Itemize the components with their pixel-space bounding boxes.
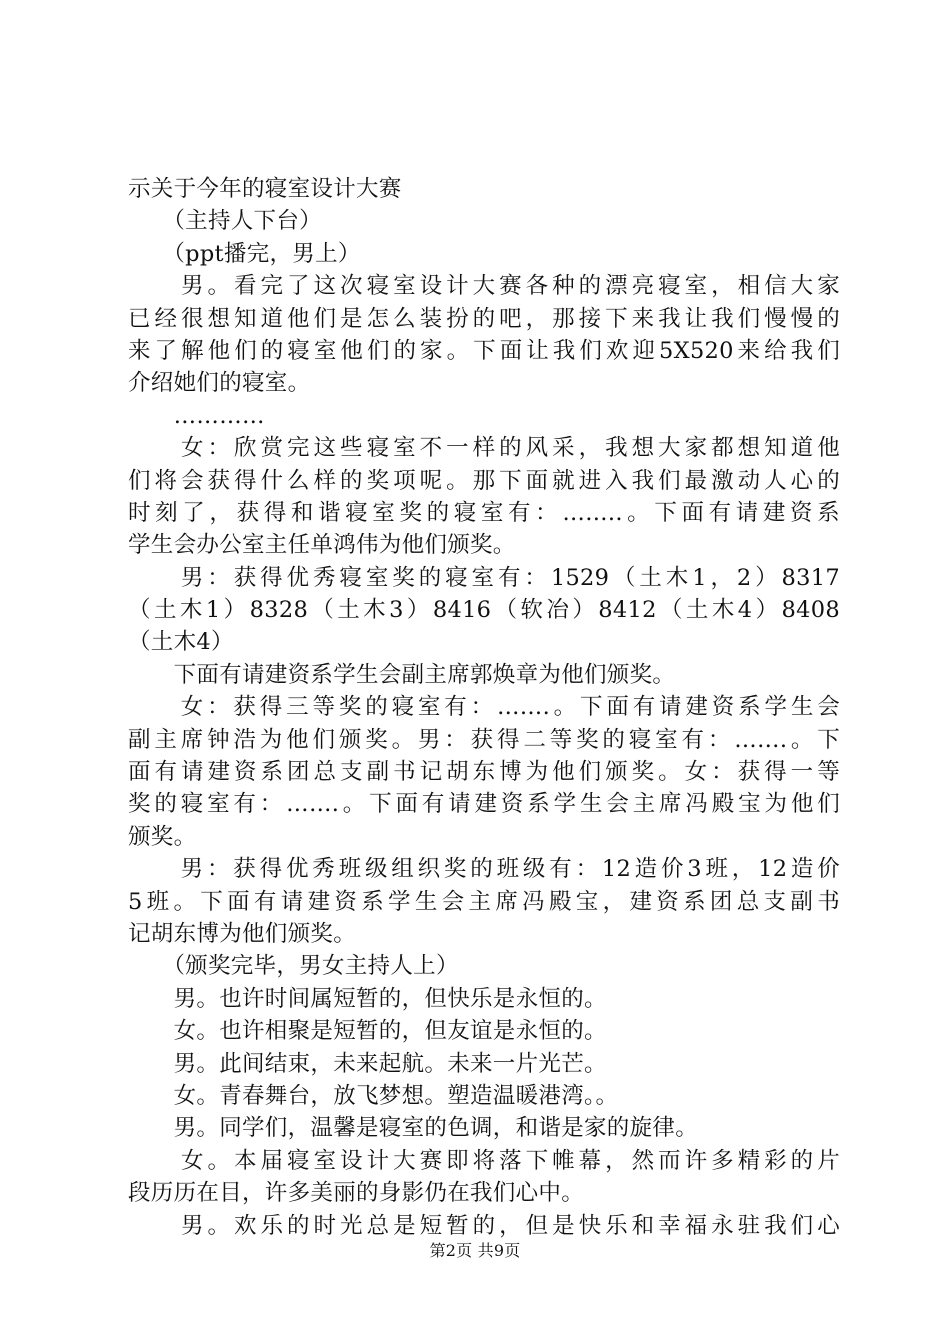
text-line: 学生会办公室主任单鸿伟为他们颁奖。	[128, 532, 516, 559]
page-number-footer: 第2页 共9页	[429, 1241, 521, 1260]
text-line: 男。此间结束，未来起航。未来一片光芒。	[128, 1050, 607, 1077]
text-line: 女：欣赏完这些寝室不一样的风采，我想大家都想知道他	[128, 435, 840, 462]
text-line: 段历历在目，许多美丽的身影仍在我们心中。	[128, 1180, 585, 1207]
text-line: 时刻了，获得和谐寝室奖的寝室有：……..。下面有请建资系	[128, 499, 840, 526]
text-line: 介绍她们的寝室。	[128, 370, 311, 397]
text-line: 颁奖。	[128, 823, 197, 850]
text-line: 女。本届寝室设计大赛即将落下帷幕，然而许多精彩的片	[128, 1147, 840, 1174]
text-line: 来了解他们的寝室他们的家。下面让我们欢迎5X520来给我们	[128, 337, 840, 364]
text-line: 男。看完了这次寝室设计大赛各种的漂亮寝室，相信大家	[128, 273, 840, 300]
text-line: 下面有请建资系学生会副主席郭焕章为他们颁奖。	[128, 661, 676, 688]
text-line: 女。也许相聚是短暂的，但友谊是永恒的。	[128, 1018, 607, 1045]
text-line: （颁奖完毕，男女主持人上）	[128, 953, 459, 980]
document-body	[128, 173, 840, 1242]
text-line: 男：获得优秀班级组织奖的班级有：12造价3班，12造价	[128, 856, 840, 883]
text-line: 5班。下面有请建资系学生会主席冯殿宝，建资系团总支副书	[128, 888, 840, 915]
text-line: 们将会获得什么样的奖项呢。那下面就进入我们最激动人心的	[128, 467, 840, 494]
text-line: 示关于今年的寝室设计大赛	[128, 176, 402, 202]
text-line: （主持人下台）	[128, 208, 322, 235]
text-line: 面有请建资系团总支副书记胡东博为他们颁奖。女：获得一等	[128, 759, 840, 786]
text-line: （土木1）8328（土木3）8416（软冶）8412（土木4）8408	[128, 597, 840, 624]
text-line: …………	[128, 402, 265, 429]
text-line: 记胡东博为他们颁奖。	[128, 920, 357, 947]
text-line: 男：获得优秀寝室奖的寝室有：1529（土木1，2）8317	[128, 564, 840, 591]
text-line: 男。同学们，温馨是寝室的色调，和谐是家的旋律。	[128, 1115, 699, 1142]
text-line: （土木4）	[128, 629, 234, 656]
text-line: 已经很想知道他们是怎么装扮的吧，那接下来我让我们慢慢的	[128, 305, 840, 332]
text-line: 副主席钟浩为他们颁奖。男：获得二等奖的寝室有：…….。下	[128, 726, 840, 753]
text-line: 男。也许时间属短暂的，但快乐是永恒的。	[128, 985, 607, 1012]
text-line: 奖的寝室有：…….。下面有请建资系学生会主席冯殿宝为他们	[128, 791, 840, 818]
text-line: 女。青春舞台，放飞梦想。塑造温暖港湾。。	[128, 1082, 619, 1109]
text-line: （ppt播完，男上）	[128, 240, 361, 267]
text-line: 男。欢乐的时光总是短暂的，但是快乐和幸福永驻我们心	[128, 1212, 840, 1239]
text-line: 女：获得三等奖的寝室有：…….。下面有请建资系学生会	[128, 694, 840, 721]
